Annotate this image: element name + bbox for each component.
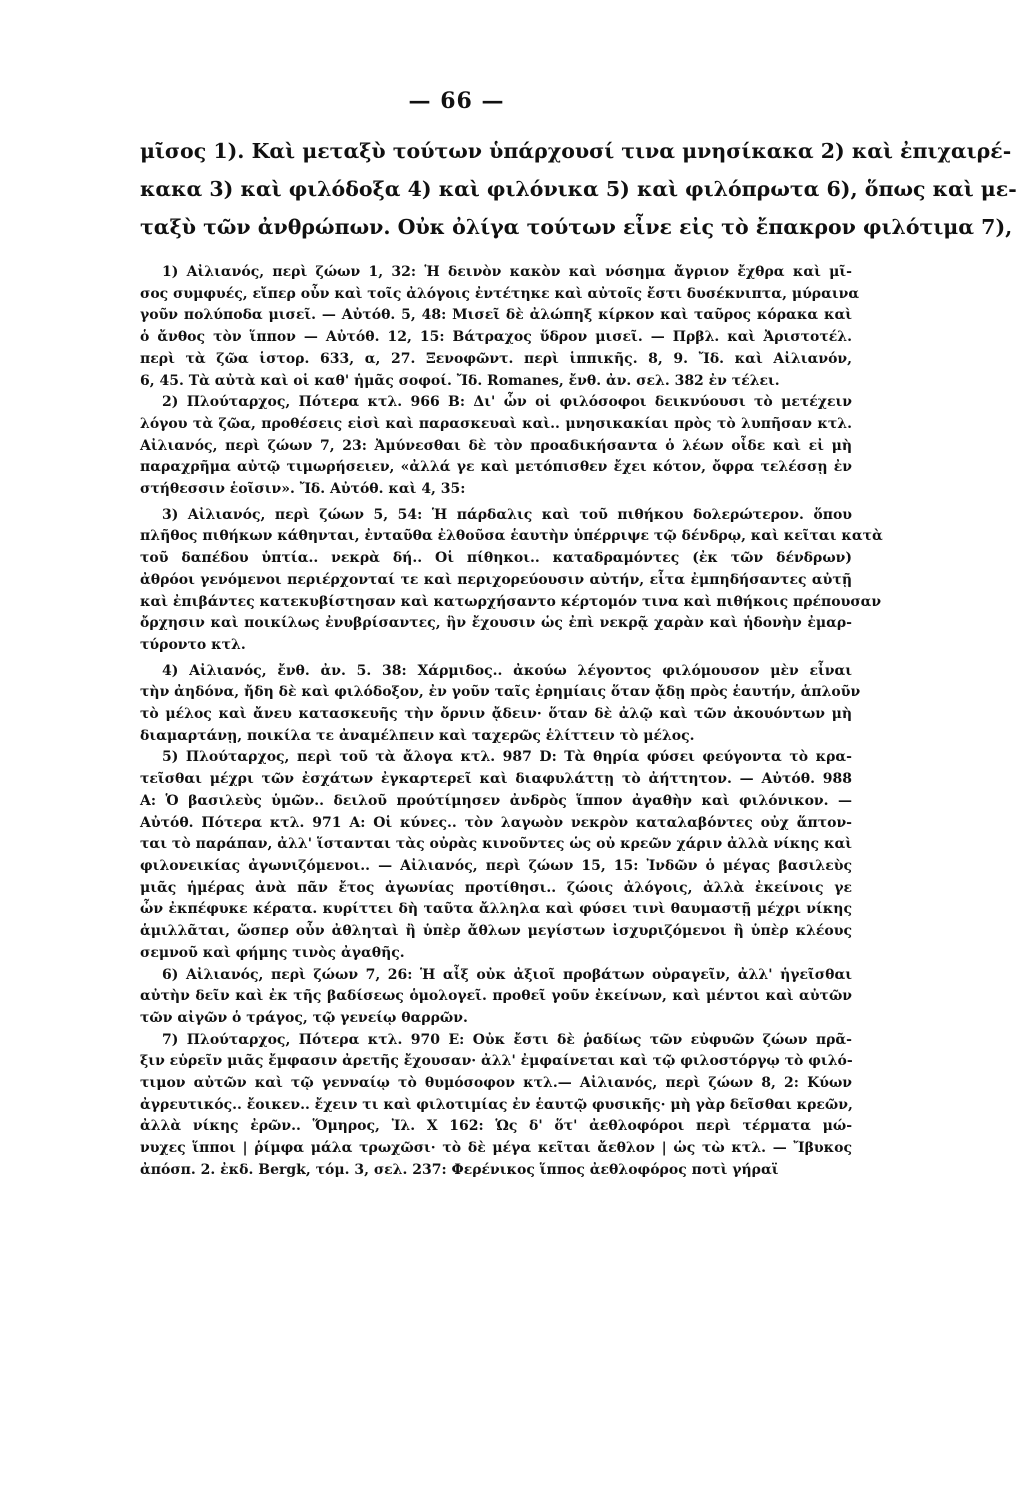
footnote-2 — [140, 392, 852, 501]
main-text-line: κακα 3) καὶ φιλόδοξα 4) καὶ φιλόνικα 5) καὶ φιλόπρωτα 6), ὅπως καὶ με- — [140, 177, 1017, 201]
footnote-line: 6) Αἰλιανός, περὶ ζώων 7, 26: Ἡ αἶξ οὐκ ἀξιοῖ προβάτων οὐραγεῖν, ἀλλ' ἡγεῖσθαι — [162, 966, 852, 983]
main-text — [140, 132, 1017, 246]
footnote-4 — [140, 661, 861, 748]
footnote-line: ὄρχησιν καὶ ποικίλως ἐνυβρίσαντες, ἣν ἔχουσιν ὡς ἐπὶ νεκρᾷ χαρὰν καὶ ἡδονὴν ἐμαρ- — [140, 615, 852, 632]
footnote-line: Αἰλιανός, περὶ ζώων 7, 23: Ἀμύνεσθαι δὲ τὸν προαδικήσαντα ὁ λέων οἶδε καὶ εἰ μὴ — [140, 437, 852, 454]
footnote-line: ὁ ἄνθος τὸν ἵππον — Αὐτόθ. 12, 15: Βάτραχος ὕδρον μισεῖ. — Πρβλ. καὶ Ἀριστοτέλ. — [140, 329, 852, 346]
page-number: — 66 — — [408, 88, 505, 114]
footnote-line: ἀλλὰ νίκης ἐρῶν.. Ὅμηρος, Ἰλ. Χ 162: Ὡς δ' ὅτ' ἀεθλοφόροι περὶ τέρματα μώ- — [140, 1118, 852, 1135]
footnote-line: τὸ μέλος καὶ ἄνευ κατασκευῆς τὴν ὄρνιν ᾄδειν· ὅταν δὲ ἀλῷ καὶ τῶν ἀκουόντων μὴ — [140, 706, 852, 723]
footnote-line: 3) Αἰλιανός, περὶ ζώων 5, 54: Ἡ πάρδαλις καὶ τοῦ πιθήκου δολερώτερον. ὅπου — [162, 506, 852, 523]
footnote-line: αὐτὴν δεῖν καὶ ἐκ τῆς βαδίσεως ὁμολογεῖ. προθεῖ γοῦν ἐκείνων, καὶ μέντοι καὶ αὐτῶν — [140, 988, 852, 1005]
footnote-line: σεμνοῦ καὶ φήμης τινὸς ἀγαθῆς. — [140, 944, 405, 961]
footnote-line: ἁμιλλᾶται, ὥσπερ οὖν ἀθληταὶ ἢ ὑπὲρ ἄθλων μεγίστων ἰσχυριζόμενοι ἢ ὑπὲρ κλέους — [140, 923, 852, 940]
footnote-line: 4) Αἰλιανός, ἔνθ. ἀν. 5. 38: Χάρμιδος.. ἀκούω λέγοντος φιλόμουσον μὲν εἶναι — [162, 662, 852, 679]
footnote-line: τοῦ δαπέδου ὑπτία.. νεκρὰ δή.. Οἱ πίθηκοι.. καταδραμόντες (ἐκ τῶν δένδρων) — [140, 550, 852, 567]
footnote-line: νυχες ἵπποι | ῥίμφα μάλα τρωχῶσι· τὸ δὲ μέγα κεῖται ἄεθλον | ὡς τὼ κτλ. — Ἴβυκος — [140, 1140, 852, 1157]
footnote-line: γοῦν πολύποδα μισεῖ. — Αὐτόθ. 5, 48: Μισεῖ δὲ ἀλώπηξ κίρκον καὶ ταῦρος κόρακα καὶ — [140, 307, 852, 324]
footnote-1 — [140, 262, 860, 392]
footnote-line: στήθεσσιν ἑοῖσιν». Ἴδ. Αὐτόθ. καὶ 4, 35: — [140, 481, 466, 498]
footnote-line: περὶ τὰ ζῶα ἱστορ. 633, α, 27. Ξενοφῶντ. περὶ ἱππικῆς. 8, 9. Ἴδ. καὶ Αἰλιανόν, — [140, 350, 852, 367]
footnotes — [140, 262, 883, 1182]
footnote-line: 2) Πλούταρχος, Πότερα κτλ. 966 Β: Δι' ὧν οἱ φιλόσοφοι δεικνύουσι τὸ μετέχειν — [162, 394, 852, 411]
footnote-line: πλῆθος πιθήκων κάθηνται, ἐνταῦθα ἐλθοῦσα ἑαυτὴν ὑπέρριψε τῷ δένδρῳ, καὶ κεῖται κατὰ — [140, 528, 883, 545]
footnote-line: 6, 45. Τὰ αὐτὰ καὶ οἱ καθ' ἡμᾶς σοφοί. Ἴδ. Romanes, ἔνθ. ἀν. σελ. 382 ἐν τέλει. — [140, 372, 780, 389]
footnote-line: παραχρῆμα αὐτῷ τιμωρήσειεν, «ἀλλά γε καὶ μετόπισθεν ἔχει κότον, ὄφρα τελέσσῃ ἐν — [140, 459, 852, 476]
footnote-line: 7) Πλούταρχος, Πότερα κτλ. 970 Ε: Οὐκ ἔστι δὲ ῥαδίως τῶν εὐφυῶν ζώων πρᾶ- — [162, 1031, 852, 1048]
footnote-line: ἀπόσπ. 2. ἐκδ. Bergk, τόμ. 3, σελ. 237: Φερένικος ἵππος ἀεθλοφόρος ποτὶ γήραϊ — [140, 1161, 779, 1178]
footnote-line: ται τὸ παράπαν, ἀλλ' ἵστανται τὰς οὐρὰς κινοῦντες ὡς οὐ κρεῶν χάριν ἀλλὰ νίκης καὶ — [140, 836, 852, 853]
footnote-line: διαμαρτάνῃ, ποικίλα τε ἀναμέλπειν καὶ ταχερῶς ἑλίττειν τὸ μέλος. — [140, 727, 695, 744]
footnote-line: Α: Ὁ βασιλεὺς ὑμῶν.. δειλοῦ προύτίμησεν ἀνδρὸς ἵππον ἀγαθὴν καὶ φιλόνικον. — — [140, 792, 852, 809]
footnote-line: μιᾶς ἡμέρας ἀνὰ πᾶν ἔτος ἀγωνίας προτίθησι.. ζώοις ἀλόγοις, ἀλλὰ ἐκείνοις γε — [140, 879, 852, 896]
footnote-line: λόγου τὰ ζῶα, προθέσεις εἰσὶ καὶ παρασκευαὶ καὶ.. μνησικακίαι πρὸς τὸ λυπῆσαν κτλ. — [140, 415, 852, 432]
footnote-line: σος συμφυές, εἴπερ οὖν καὶ τοῖς ἀλόγοις ἐντέτηκε καὶ αὐτοῖς ἔστι δυσέκνιπτα, μύραινα — [140, 285, 860, 302]
footnote-line: 1) Αἰλιανός, περὶ ζώων 1, 32: Ἡ δεινὸν κακὸν καὶ νόσημα ἄγριον ἔχθρα καὶ μῖ- — [162, 264, 852, 280]
footnote-line: ἀγρευτικός.. ἔοικεν.. ἔχειν τι καὶ φιλοτιμίας ἐν ἑαυτῷ φυσικῆς· μὴ γὰρ δεῖσθαι κρεῶν, — [140, 1096, 853, 1113]
footnote-line: Αὐτόθ. Πότερα κτλ. 971 Α: Οἱ κύνες.. τὸν λαγωὸν νεκρὸν καταλαβόντες οὐχ ἅπτον- — [140, 814, 852, 831]
footnote-line: τιμον αὐτῶν καὶ τῷ γενναίῳ τὸ θυμόσοφον κτλ.— Αἰλιανός, περὶ ζώων 8, 2: Κύων — [140, 1075, 852, 1092]
footnote-line: τύροντο κτλ. — [140, 636, 246, 653]
footnote-5 — [140, 747, 852, 964]
footnote-7 — [140, 1030, 852, 1182]
footnote-line: 5) Πλούταρχος, περὶ τοῦ τὰ ἄλογα κτλ. 987 D: Τὰ θηρία φύσει φεύγοντα τὸ κρα- — [162, 749, 852, 766]
footnote-line: τεῖσθαι μέχρι τῶν ἐσχάτων ἐγκαρτερεῖ καὶ διαφυλάττῃ τὸ ἀήττητον. — Αὐτόθ. 988 — [140, 771, 852, 788]
footnote-line: καὶ ἐπιβάντες κατεκυβίστησαν καὶ κατωρχήσαντο κέρτομόν τινα καὶ πιθήκοις πρέπουσαν — [140, 593, 882, 610]
footnote-3 — [140, 505, 883, 657]
footnote-line: τῶν αἰγῶν ὁ τράγος, τῷ γενείῳ θαρρῶν. — [140, 1009, 468, 1026]
footnote-6 — [140, 965, 852, 1030]
footnote-line: ἀθρόοι γενόμενοι περιέρχονταί τε καὶ περιχορεύουσιν αὐτήν, εἶτα ἐμπηδήσαντες αὐτῇ — [140, 571, 852, 588]
footnote-line: φιλονεικίας ἀγωνιζόμενοι.. — Αἰλιανός, περὶ ζώων 15, 15: Ἰνδῶν ὁ μέγας βασιλεὺς — [140, 857, 852, 874]
footnote-line: ξιν εὑρεῖν μιᾶς ἔμφασιν ἀρετῆς ἔχουσαν· ἀλλ' ἐμφαίνεται καὶ τῷ φιλοστόργῳ τὸ φιλό- — [140, 1053, 853, 1070]
main-text-line: μῖσος 1). Καὶ μεταξὺ τούτων ὑπάρχουσί τινα μνησίκακα 2) καὶ ἐπιχαιρέ- — [140, 139, 1012, 163]
footnote-line: ὧν ἐκπέφυκε κέρατα. κυρίττει δὴ ταῦτα ἄλληλα καὶ φύσει τινὶ θαυμαστῇ μέχρι νίκης — [140, 901, 852, 918]
main-text-line: ταξὺ τῶν ἀνθρώπων. Οὐκ ὀλίγα τούτων εἶνε εἰς τὸ ἔπακρον φιλότιμα 7), — [140, 215, 1013, 239]
footnote-line: τὴν ἀηδόνα, ἤδη δὲ καὶ φιλόδοξον, ἐν γοῦν ταῖς ἐρημίαις ὅταν ᾄδῃ πρὸς ἑαυτήν, ἁπλοῦν — [140, 684, 861, 701]
